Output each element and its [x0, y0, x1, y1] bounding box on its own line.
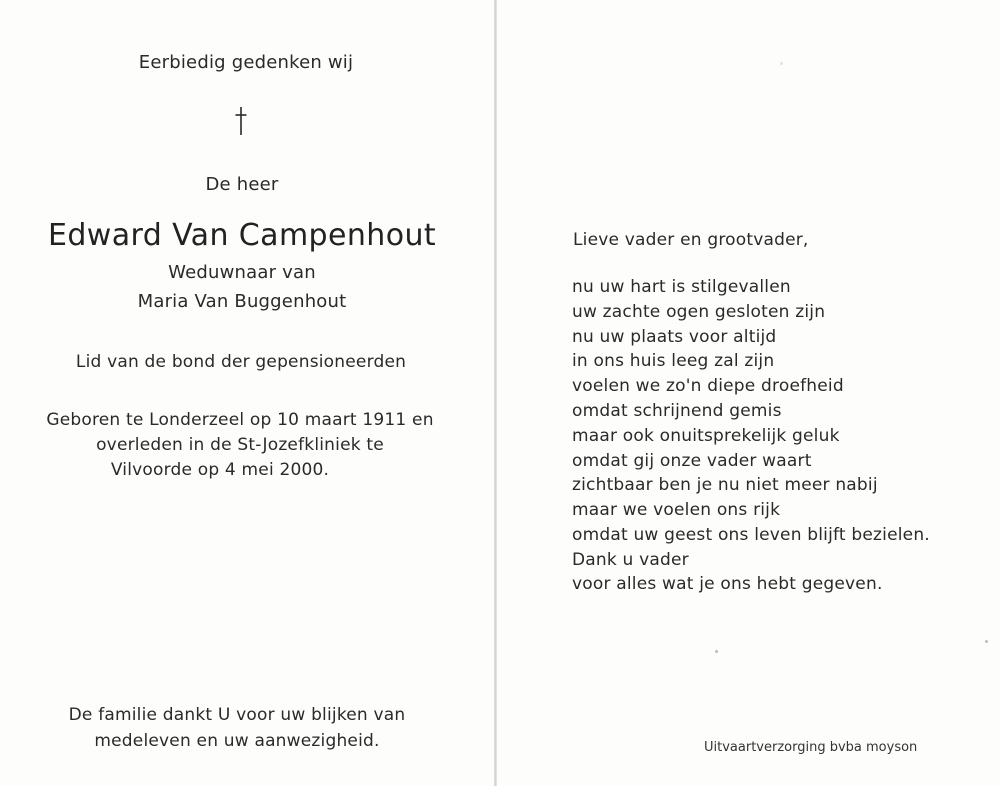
poem-line: nu uw plaats voor altijd — [572, 327, 777, 347]
poem-line: omdat schrijnend gemis — [572, 401, 782, 421]
birth-death-line: Geboren te Londerzeel op 10 maart 1911 en — [46, 410, 434, 430]
poem-line: omdat uw geest ons leven blijft bezielen. — [572, 525, 930, 545]
poem-line: maar ook onuitsprekelijk geluk — [572, 426, 840, 446]
intro-text: Eerbiedig gedenken wij — [138, 52, 354, 73]
poem-line: in ons huis leeg zal zijn — [572, 351, 775, 371]
card-fold — [494, 0, 497, 786]
scan-speck — [715, 650, 718, 653]
salutation: Lieve vader en grootvader, — [573, 230, 809, 250]
widower-label: Weduwnaar van — [168, 262, 316, 283]
poem-line: voelen we zo'n diepe droefheid — [572, 376, 844, 396]
poem-line: Dank u vader — [572, 550, 689, 570]
poem-line: nu uw hart is stilgevallen — [572, 277, 791, 297]
poem-line: zichtbaar ben je nu niet meer nabij — [572, 475, 878, 495]
scan-speck — [780, 62, 783, 65]
cross-icon — [234, 106, 248, 136]
birth-death-line: Vilvoorde op 4 mei 2000. — [110, 460, 330, 480]
poem-line: maar we voelen ons rijk — [572, 500, 781, 520]
thanks-line: De familie dankt U voor uw blijken van — [68, 705, 406, 725]
spouse-name: Maria Van Buggenhout — [137, 291, 347, 312]
honorific: De heer — [205, 174, 279, 195]
poem-line: uw zachte ogen gesloten zijn — [572, 302, 826, 322]
scan-speck — [985, 640, 988, 643]
poem-line: omdat gij onze vader waart — [572, 451, 812, 471]
deceased-name: Edward Van Campenhout — [47, 218, 437, 253]
membership-text: Lid van de bond der gepensioneerden — [75, 352, 407, 372]
poem-line: voor alles wat je ons hebt gegeven. — [572, 574, 883, 594]
undertaker-credit: Uitvaartverzorging bvba moyson — [704, 740, 918, 755]
thanks-line: medeleven en uw aanwezigheid. — [94, 731, 380, 751]
birth-death-line: overleden in de St-Jozefkliniek te — [96, 435, 384, 455]
